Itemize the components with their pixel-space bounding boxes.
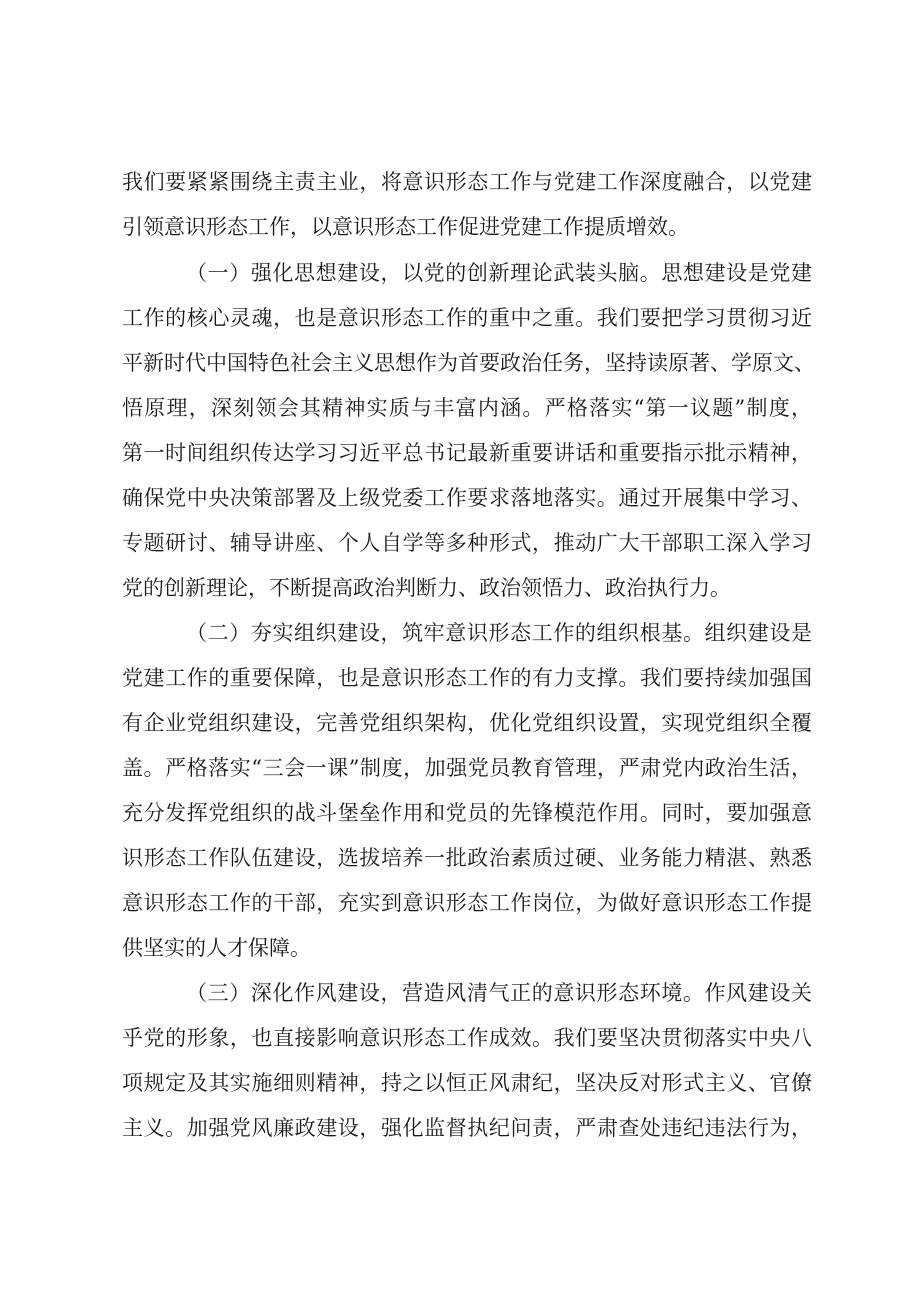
paragraph-line: （三）深化作风建设，营造风清气正的意识形态环境。作风建设关 xyxy=(186,981,812,1005)
paragraph-line: 盖。严格落实“三会一课”制度，加强党员教育管理，严肃党内政治生活， xyxy=(122,756,812,780)
paragraph-line: 确保党中央决策部署及上级党委工作要求落地落实。通过开展集中学习、 xyxy=(122,486,812,510)
paragraph-line: （二）夯实组织建设，筑牢意识形态工作的组织根基。组织建设是 xyxy=(186,621,812,645)
paragraph-line: 引领意识形态工作，以意识形态工作促进党建工作提质增效。 xyxy=(122,215,689,239)
paragraph-line: 平新时代中国特色社会主义思想作为首要政治任务，坚持读原著、学原文、 xyxy=(122,351,815,375)
paragraph-line: 党的创新理论，不断提高政治判断力、政治领悟力、政治执行力。 xyxy=(122,576,731,600)
paragraph-line: 工作的核心灵魂，也是意识形态工作的重中之重。我们要把学习贯彻习近 xyxy=(122,306,812,330)
paragraph-line: 意识形态工作的干部，充实到意识形态工作岗位，为做好意识形态工作提 xyxy=(122,891,812,915)
paragraph-line: 有企业党组织建设，完善党组织架构，优化党组织设置，实现党组织全覆 xyxy=(122,711,812,735)
paragraph-line: 识形态工作队伍建设，选拔培养一批政治素质过硬、业务能力精湛、熟悉 xyxy=(122,846,812,870)
paragraph-line: 供坚实的人才保障。 xyxy=(122,936,311,960)
paragraph-line: 乎党的形象，也直接影响意识形态工作成效。我们要坚决贯彻落实中央八 xyxy=(122,1026,812,1050)
paragraph-line: 项规定及其实施细则精神，持之以恒正风肃纪，坚决反对形式主义、官僚 xyxy=(122,1071,812,1095)
paragraph-line: 主义。加强党风廉政建设，强化监督执纪问责，严肃查处违纪违法行为， xyxy=(122,1116,812,1140)
paragraph-line: 专题研讨、辅导讲座、个人自学等多种形式，推动广大干部职工深入学习 xyxy=(122,531,812,555)
paragraph-line: 悟原理，深刻领会其精神实质与丰富内涵。严格落实“第一议题”制度， xyxy=(122,396,812,420)
paragraph-line: 我们要紧紧围绕主责主业，将意识形态工作与党建工作深度融合，以党建 xyxy=(122,170,812,194)
paragraph-line: 党建工作的重要保障，也是意识形态工作的有力支撑。我们要持续加强国 xyxy=(122,666,812,690)
paragraph-line: （一）强化思想建设，以党的创新理论武装头脑。思想建设是党建 xyxy=(186,261,812,285)
paragraph-line: 第一时间组织传达学习习近平总书记最新重要讲话和重要指示批示精神， xyxy=(122,441,812,465)
paragraph-line: 充分发挥党组织的战斗堡垒作用和党员的先锋模范作用。同时，要加强意 xyxy=(122,801,812,825)
